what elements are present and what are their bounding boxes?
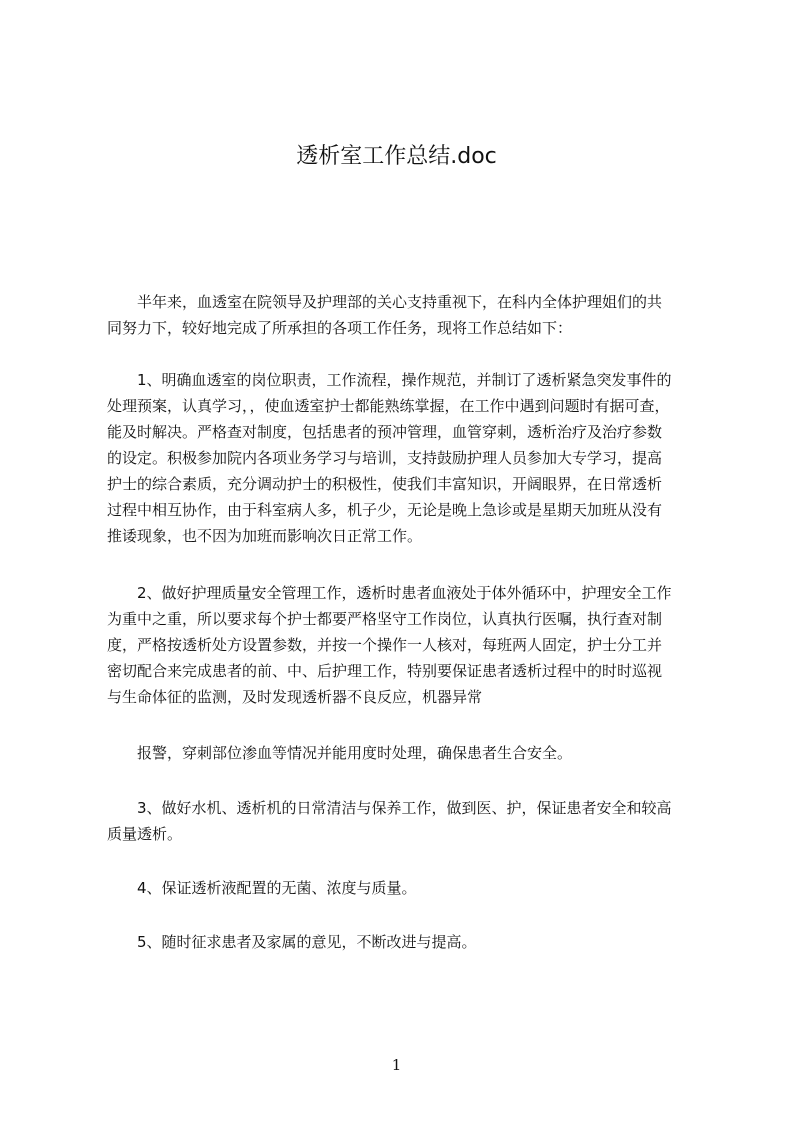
item-2-paragraph bbox=[107, 580, 672, 710]
paragraph-line: 3、做好水机、透析机的日常清洁与保养工作，做到医、护，保证患者安全和较高 bbox=[137, 799, 672, 817]
paragraph-line: 密切配合来完成患者的前、中、后护理工作，特别要保证患者透析过程中的时时巡视 bbox=[107, 662, 663, 680]
paragraph-line: 1、明确血透室的岗位职责，工作流程，操作规范，并制订了透析紧急突发事件的 bbox=[137, 371, 672, 389]
paragraph-line: 处理预案，认真学习，，使血透室护士都能熟练掌握，在工作中遇到问题时有据可查， bbox=[107, 397, 670, 415]
intro-paragraph bbox=[107, 289, 662, 341]
paragraph-line: 能及时解决。严格查对制度，包括患者的预冲管理，血管穿刺，透析治疗及治疗参数 bbox=[107, 423, 663, 441]
item-3-paragraph bbox=[107, 795, 672, 847]
paragraph-line: 的设定。积极参加院内各项业务学习与培训，支持鼓励护理人员参加大专学习，提高 bbox=[107, 449, 663, 467]
paragraph-line: 半年来，血透室在院领导及护理部的关心支持重视下，在科内全体护理姐们的共 bbox=[137, 293, 663, 311]
paragraph-line: 4、保证透析液配置的无菌、浓度与质量。 bbox=[137, 879, 417, 897]
paragraph-line: 与生命体征的监测，及时发现透析器不良反应，机器异常 bbox=[107, 688, 483, 706]
paragraph-line: 报警，穿刺部位渗血等情况并能用度时处理，确保患者生合安全。 bbox=[137, 744, 573, 762]
item-4-paragraph bbox=[137, 875, 417, 901]
document-title: 透析室工作总结.doc bbox=[296, 144, 497, 169]
paragraph-line: 质量透析。 bbox=[107, 825, 183, 843]
paragraph-line: 过程中相互协作，由于科室病人多，机子少，无论是晚上急诊或是星期天加班从没有 bbox=[107, 501, 663, 519]
item-2-continuation bbox=[137, 740, 572, 766]
paragraph-line: 为重中之重，所以要求每个护士都要严格坚守工作岗位，认真执行医嘱，执行查对制 bbox=[107, 610, 663, 628]
paragraph-line: 5、随时征求患者及家属的意见，不断改进与提高。 bbox=[137, 933, 477, 951]
item-5-paragraph bbox=[137, 929, 477, 955]
paragraph-line: 同努力下，较好地完成了所承担的各项工作任务，现将工作总结如下： bbox=[107, 319, 573, 337]
item-1-paragraph bbox=[107, 367, 672, 549]
paragraph-line: 度，严格按透析处方设置参数，并按一个操作一人核对，每班两人固定，护士分工并 bbox=[107, 636, 663, 654]
paragraph-line: 护士的综合素质，充分调动护士的积极性，使我们丰富知识，开阔眼界，在日常透析 bbox=[107, 475, 663, 493]
paragraph-line: 推诿现象，也不因为加班而影响次日正常工作。 bbox=[107, 527, 423, 545]
paragraph-line: 2、做好护理质量安全管理工作，透析时患者血液处于体外循环中，护理安全工作 bbox=[137, 584, 672, 602]
page-number: 1 bbox=[391, 1056, 402, 1074]
